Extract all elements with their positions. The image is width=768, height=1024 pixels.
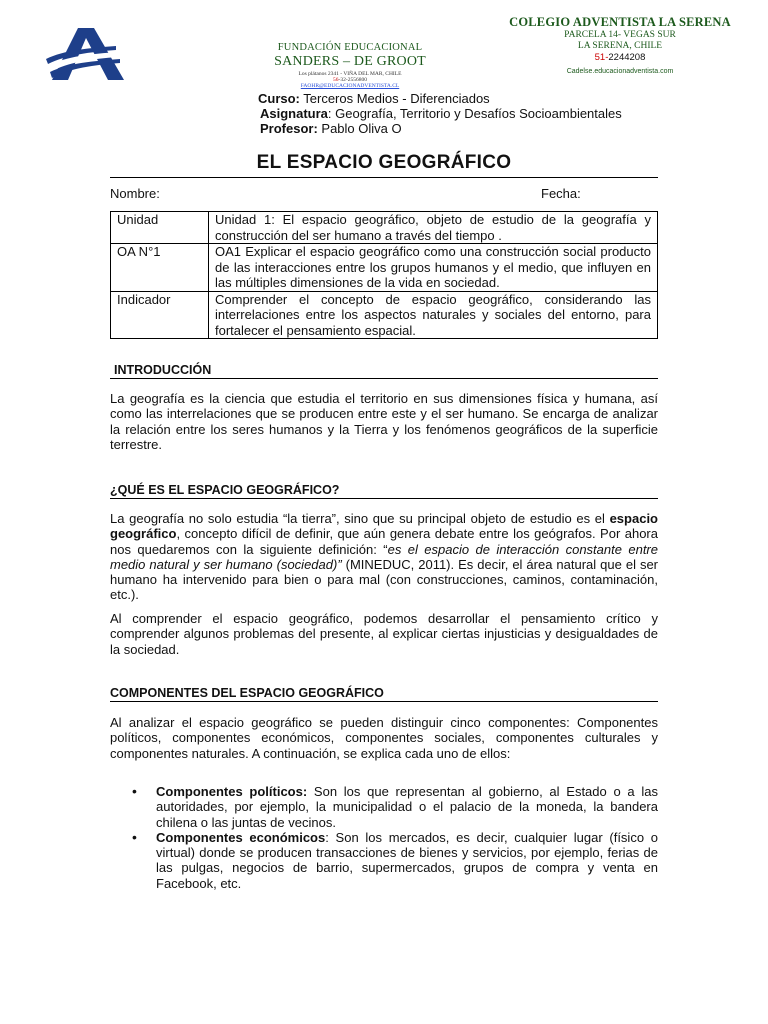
table-cell-label: Unidad (111, 212, 209, 244)
intro-heading: INTRODUCCIÓN (110, 363, 658, 379)
que-es-paragraph-1: La geografía no solo estudia “la tierra”, sino que su principal objeto de estudio es el espacio geográfico, concepto difícil de definir, que aún genera debate entre los geógrafos. Por ahora nos quedaremos con la siguiente definición: “es el espacio de interacción constante entre medio natural y ser humano (sociedad)” (MINEDUC, 2011). Es decir, el área natural que el ser humano ha intervenido para bien o para mal (con construcciones, caminos, contaminación, etc.). (110, 511, 659, 603)
bullet-icon: • (132, 828, 137, 845)
bullet-icon: • (132, 783, 137, 799)
table-cell-value: Comprender el concepto de espacio geográfico, considerando las interrelaciones entre los aspectos naturales y sociales del entorno, para fortalecer el pensamiento espacial. (209, 291, 658, 339)
colegio-name: COLEGIO ADVENTISTA LA SERENA (509, 15, 731, 29)
colegio-web: Cadelse.educacionadventista.com (566, 68, 674, 75)
fundacion-line1: FUNDACIÓN EDUCACIONAL (277, 42, 423, 53)
fundacion-line2: SANDERS – DE GROOT (274, 54, 426, 69)
list-item: • Componentes políticos: Son los que representan al gobierno, al Estado o a las autoridades, por ejemplo, la municipalidad o el palacio de la moneda, la bandera chilena o las juntas de vecinos. (132, 783, 659, 830)
page-title: EL ESPACIO GEOGRÁFICO (256, 152, 512, 173)
asignatura-row: Asignatura: Geografía, Territorio y Desafíos Socioambientales (260, 106, 622, 121)
table-cell-label: OA N°1 (111, 244, 209, 292)
school-logo-icon (46, 26, 126, 84)
colegio-phone: 51-2244208 (594, 52, 646, 63)
table-cell-label: Indicador (111, 291, 209, 339)
colegio-address2: LA SERENA, CHILE (577, 41, 663, 51)
componentes-list (110, 784, 658, 891)
list-item: • Componentes económicos: Son los mercados, es decir, cualquier lugar (físico o virtual) donde se producen transacciones de bienes y servicios, por ejemplo, ferias de las pulgas, negocios de barrio, supermercados, grupos de compra y venta en Facebook, etc. (132, 828, 658, 891)
table-cell-value: Unidad 1: El espacio geográfico, objeto de estudio de la geografía y construcción del ser humano a través del tiempo . (209, 212, 658, 244)
fecha-field: Fecha: (541, 186, 581, 201)
colegio-address1: PARCELA 14- VEGAS SUR (564, 30, 676, 40)
nombre-field: Nombre: (110, 186, 160, 201)
title-divider (110, 177, 658, 178)
componentes-heading: COMPONENTES DEL ESPACIO GEOGRÁFICO (110, 686, 658, 702)
que-es-heading: ¿QUÉ ES EL ESPACIO GEOGRÁFICO? (110, 483, 658, 499)
info-table (110, 211, 658, 339)
table-row (111, 212, 658, 244)
fundacion-address: Los plátanos 2341 - VIÑA DEL MAR, CHILE (298, 71, 402, 77)
colegio-block (500, 15, 740, 75)
curso-row: Curso: Terceros Medios - Diferenciados (258, 91, 490, 106)
fundacion-email-link[interactable]: FAOHR@EDUCACIONADVENTISTA.CL (300, 83, 400, 89)
que-es-paragraph-2: Al comprender el espacio geográfico, podemos desarrollar el pensamiento crítico y comprender algunos problemas del presente, al explicar ciertas injusticias y desigualdades de la sociedad. (110, 611, 658, 657)
table-row (111, 244, 658, 292)
componentes-intro: Al analizar el espacio geográfico se pueden distinguir cinco componentes: Componentes políticos, componentes económicos, componentes sociales, componentes culturales y componentes naturales. A continuación, se explica cada uno de ellos: (110, 715, 658, 761)
fundacion-phone: 56-32-2556800 (333, 77, 367, 83)
table-cell-value: OA1 Explicar el espacio geográfico como una construcción social producto de las interacciones entre los grupos humanos y el medio, que influyen en las múltiples dimensiones de la vida en sociedad. (209, 244, 658, 292)
table-row (111, 291, 658, 339)
fundacion-block (262, 42, 438, 89)
profesor-row: Profesor: Pablo Oliva O (260, 121, 402, 136)
intro-paragraph: La geografía es la ciencia que estudia el territorio en sus dimensiones física y humana, así como las interrelaciones que se producen entre este y el ser humano. Se encarga de analizar la relación entre los seres humanos y la Tierra y los fenómenos geográficos de la superficie terrestre. (110, 391, 658, 452)
course-meta (258, 91, 622, 136)
